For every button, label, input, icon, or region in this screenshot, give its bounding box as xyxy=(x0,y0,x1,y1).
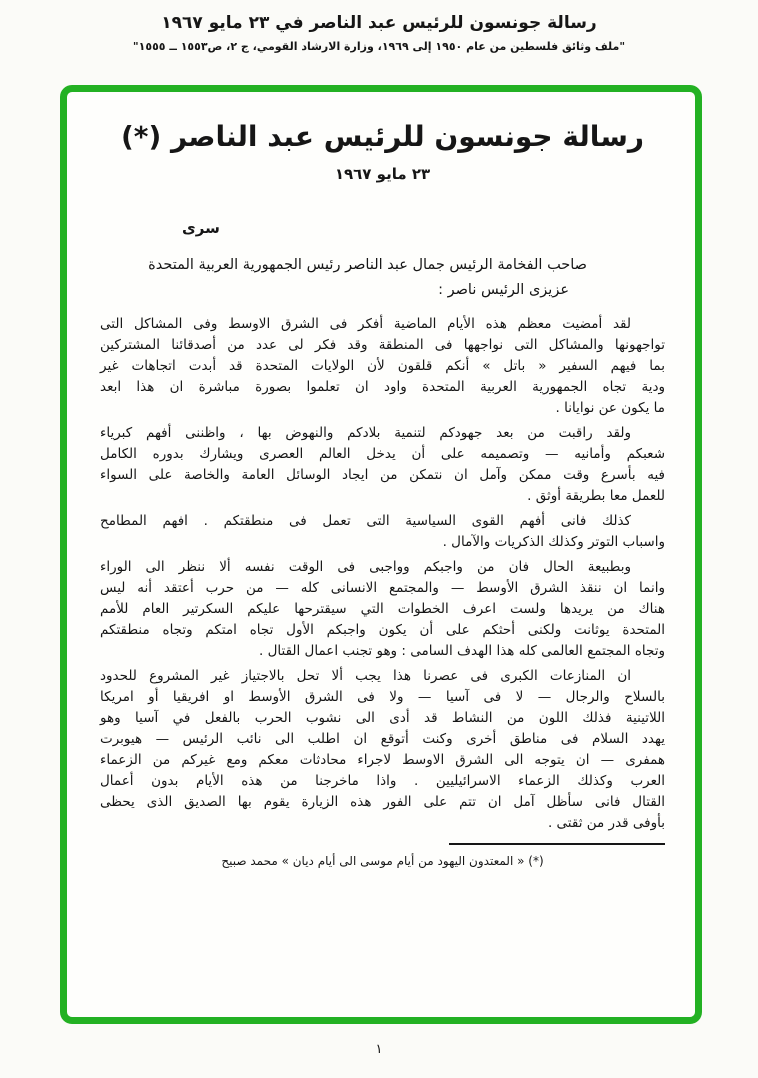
paragraph-line: شعبكم وأمانيه — وتصميمه على أن يدخل العالم العصرى ويشارك بدوره الكامل xyxy=(100,445,665,462)
paragraph xyxy=(100,557,665,662)
page-number: ١ xyxy=(375,1042,383,1057)
paragraph-line: القتال فانى سأظل آمل ان تتم على الفور هذه الزيارة يقوم بها الصديق الذى يحظى xyxy=(100,793,665,810)
green-highlight-frame xyxy=(60,85,702,1024)
paragraph-line: همفرى — ان يتوجه الى الشرق الاوسط لاجراء محادثات معكم ومع غيركم من الزعماء xyxy=(100,751,665,768)
footnote-separator xyxy=(449,843,665,845)
paragraph-line: بما فيهم السفير « باتل » أنكم قلقون لأن الولايات المتحدة قد أبدت اتجاهات غير xyxy=(100,357,665,374)
greeting-line: عزيزى الرئيس ناصر : xyxy=(438,281,569,298)
paragraph-line: وبطبيعة الحال فان من واجبكم وواجبى فى الوقت نفسه ألا ننظر الى الوراء xyxy=(100,558,631,575)
citation-source: "ملف وثائق فلسطين من عام ١٩٥٠ إلى ١٩٦٩، وزارة الارشاد القومي، ج ٢، ص١٥٥٣ ــ ١٥٥٥" xyxy=(132,40,626,53)
paragraph-line: العرب وكذلك الزعماء الاسرائيليين . واذا ماخرجنا من هذه الأيام بدون أعمال xyxy=(100,772,665,789)
paragraph-line: فيه بأسرع وقت ممكن وآمل ان نتمكن من ايجاد الوسائل العامة والخاصة على السواء xyxy=(100,466,665,483)
paragraph-line: وتجاه المجتمع العالمى كله هذا الهدف السامى : وهو تجنب اعمال القتال . xyxy=(258,642,665,659)
citation-title: رسالة جونسون للرئيس عبد الناصر في ٢٣ مايو ١٩٦٧ xyxy=(161,13,597,33)
paragraph-line: ودية تجاه الجمهورية العربية المتحدة واود ان تعلموا بصورة مباشرة ان هذا ابعد xyxy=(100,378,665,395)
letter-title: رسالة جونسون للرئيس عبد الناصر (*) xyxy=(121,120,644,153)
paragraph-line: هناك من يريدها ولست اعرف الخطوات التي سيقترحها عليكم السكرتير العام للأمم xyxy=(100,600,665,617)
paragraph-line: كذلك فانى أفهم القوى السياسية التى تعمل فى منطقتكم . افهم المطامح xyxy=(100,512,631,529)
paragraph-line: واسباب التوتر وكذلك الذكريات والآمال . xyxy=(442,533,665,550)
letter-body xyxy=(100,314,665,834)
letter-date: ٢٣ مايو ١٩٦٧ xyxy=(334,164,431,183)
paragraph-line: ان المنازعات الكبرى فى عصرنا هذا يجب ألا تحل بالاجتياز غير المشروع للحدود xyxy=(100,667,631,684)
paragraph-line: يهدد السلام فى مناطق أخرى وكنت أتوقع ان اطلب الى نائب الرئيس — هيوبرت xyxy=(100,730,665,747)
paragraph xyxy=(100,511,665,553)
paragraph-line: وانما ان ننقذ الشرق الأوسط — والمجتمع الانسانى كله — من حرب أعتقد أنه ليس xyxy=(100,579,665,596)
paragraph xyxy=(100,314,665,419)
paragraph xyxy=(100,423,665,507)
salutation-block xyxy=(100,257,665,298)
paragraph-line: ولقد راقبت من بعد جهودكم لتنمية بلادكم والنهوض بها ، واظننى أفهم كبرياء xyxy=(100,424,631,441)
letter-page xyxy=(67,92,695,1017)
paragraph-line: تواجهونها والمشاكل التى نواجهها فى المنطقة وقد فكر لى عدد من أصدقائنا المشتركين xyxy=(100,336,665,353)
footnote: (*) « المعتدون اليهود من أيام موسى الى أيام ديان » محمد صبيح xyxy=(221,853,544,868)
paragraph-line: بأوفى قدر من ثقتى . xyxy=(547,814,665,831)
paragraph-line: اللاتينية فذلك اللون من النشاط قد أدى الى نشوب الحرب بالفعل في آسيا وهو xyxy=(100,709,665,726)
paragraph-line: للعمل معا بطريقة أوثق . xyxy=(527,487,665,504)
addressee-line: صاحب الفخامة الرئيس جمال عبد الناصر رئيس الجمهورية العربية المتحدة xyxy=(148,256,587,273)
paragraph-line: المتحدة يوثانت ولكنى أحثكم على أن يكون واجبكم الأول تجاه امتكم وتجاه منطقتكم xyxy=(100,621,665,638)
paragraph-line: بالسلاح والرجال — لا فى آسيا — ولا فى الشرق الأوسط او افريقيا أو امريكا xyxy=(100,688,665,705)
paragraph-line: ما يكون عن نوايانا . xyxy=(555,399,665,416)
paragraph-line: لقد أمضيت معظم هذه الأيام الماضية أفكر فى الشرق الاوسط وفى المشاكل التى xyxy=(100,315,631,332)
classification-label: سرى xyxy=(182,218,220,237)
citation-header xyxy=(0,0,758,53)
paragraph xyxy=(100,666,665,834)
